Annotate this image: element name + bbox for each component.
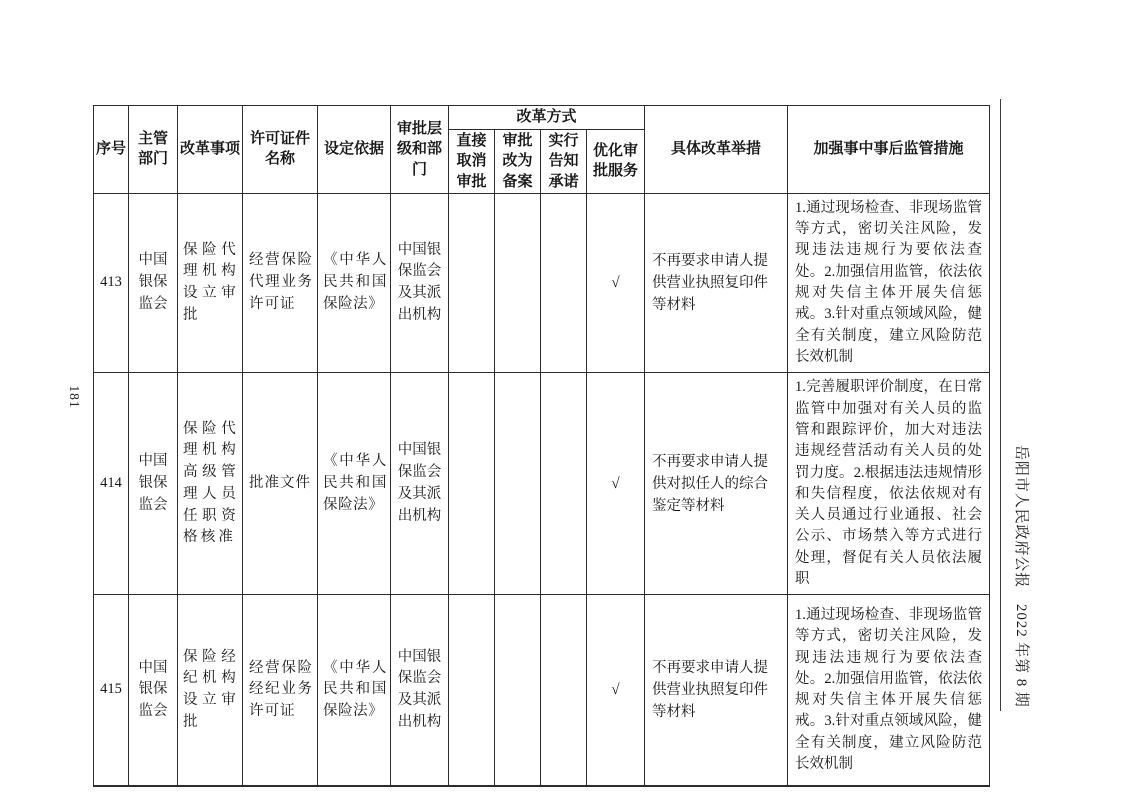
- cell-optimize-checkmark: √: [587, 373, 645, 595]
- cell-notify-commit-mark: [541, 193, 587, 373]
- cell-dept: 中国银保监会: [129, 193, 178, 373]
- table-row: [94, 193, 990, 373]
- gazette-side-caption: 岳阳市人民政府公报 2022 年第 8 期: [1013, 445, 1029, 708]
- col-header-supervision: 加强事中事后监管措施: [788, 106, 990, 194]
- cell-license-name: 经营保险经纪业务许可证: [243, 595, 318, 786]
- col-header-measures: 具体改革举措: [645, 106, 788, 194]
- cell-seq: 413: [94, 193, 129, 373]
- cell-reform-measures: 不再要求申请人提供对拟任人的综合鉴定等材料: [645, 373, 788, 595]
- cell-reform-item: 保险代理机构高级管理人员任职资格核准: [178, 373, 243, 595]
- col-header-notify-commit: 实行告知承诺: [541, 130, 587, 194]
- cell-approval-level: 中国银保监会及其派出机构: [391, 373, 449, 595]
- cell-cancel-mark: [449, 373, 495, 595]
- cell-supervision-measures: 1.通过现场检查、非现场监管等方式，密切关注风险，发现违法违规行为要依法查处。2.加强信用监管，依法依规对失信主体开展失信惩戒。3.针对重点领域风险，健全有关制度，建立风险防范长效机制: [788, 595, 990, 786]
- col-header-cancel: 直接取消审批: [449, 130, 495, 194]
- cell-reform-item: 保险代理机构设立审批: [178, 193, 243, 373]
- cell-to-record-mark: [495, 373, 541, 595]
- cell-legal-basis: 《中华人民共和国保险法》: [318, 193, 391, 373]
- col-header-seq: 序号: [94, 106, 129, 194]
- col-header-level: 审批层级和部门: [391, 106, 449, 194]
- col-header-item: 改革事项: [178, 106, 243, 194]
- cell-legal-basis: 《中华人民共和国保险法》: [318, 373, 391, 595]
- cell-supervision-measures: 1.完善履职评价制度，在日常监管中加强对有关人员的监管和跟踪评价，加大对违法违规经营活动有关人员的处罚力度。2.根据违法违规情形和失信程度，依法依规对有关人员通过行业通报、社会公示、市场禁入等方式进行处理，督促有关人员依法履职: [788, 373, 990, 595]
- cell-notify-commit-mark: [541, 595, 587, 786]
- col-header-reform-group: 改革方式: [449, 106, 645, 130]
- cell-to-record-mark: [495, 595, 541, 786]
- cell-optimize-checkmark: √: [587, 193, 645, 373]
- table-row: [94, 373, 990, 595]
- cell-to-record-mark: [495, 193, 541, 373]
- cell-cancel-mark: [449, 193, 495, 373]
- cell-supervision-measures: 1.通过现场检查、非现场监管等方式，密切关注风险，发现违法违规行为要依法查处。2.加强信用监管，依法依规对失信主体开展失信惩戒。3.针对重点领域风险，健全有关制度，建立风险防范长效机制: [788, 193, 990, 373]
- cell-seq: 414: [94, 373, 129, 595]
- cell-reform-measures: 不再要求申请人提供营业执照复印件等材料: [645, 595, 788, 786]
- reform-items-table: [93, 105, 990, 787]
- cell-optimize-checkmark: √: [587, 595, 645, 786]
- cell-license-name: 批准文件: [243, 373, 318, 595]
- col-header-basis: 设定依据: [318, 106, 391, 194]
- col-header-to-record: 审批改为备案: [495, 130, 541, 194]
- cell-dept: 中国银保监会: [129, 595, 178, 786]
- col-header-optimize: 优化审批服务: [587, 130, 645, 194]
- cell-reform-measures: 不再要求申请人提供营业执照复印件等材料: [645, 193, 788, 373]
- table-row: [94, 595, 990, 786]
- cell-seq: 415: [94, 595, 129, 786]
- cell-license-name: 经营保险代理业务许可证: [243, 193, 318, 373]
- cell-approval-level: 中国银保监会及其派出机构: [391, 193, 449, 373]
- col-header-license: 许可证件名称: [243, 106, 318, 194]
- side-divider-rule: [1000, 99, 1001, 711]
- cell-legal-basis: 《中华人民共和国保险法》: [318, 595, 391, 786]
- col-header-dept: 主管部门: [129, 106, 178, 194]
- cell-reform-item: 保险经纪机构设立审批: [178, 595, 243, 786]
- cell-approval-level: 中国银保监会及其派出机构: [391, 595, 449, 786]
- cell-cancel-mark: [449, 595, 495, 786]
- page-number: 181: [67, 385, 82, 409]
- cell-notify-commit-mark: [541, 373, 587, 595]
- table-header: [94, 106, 990, 194]
- cell-dept: 中国银保监会: [129, 373, 178, 595]
